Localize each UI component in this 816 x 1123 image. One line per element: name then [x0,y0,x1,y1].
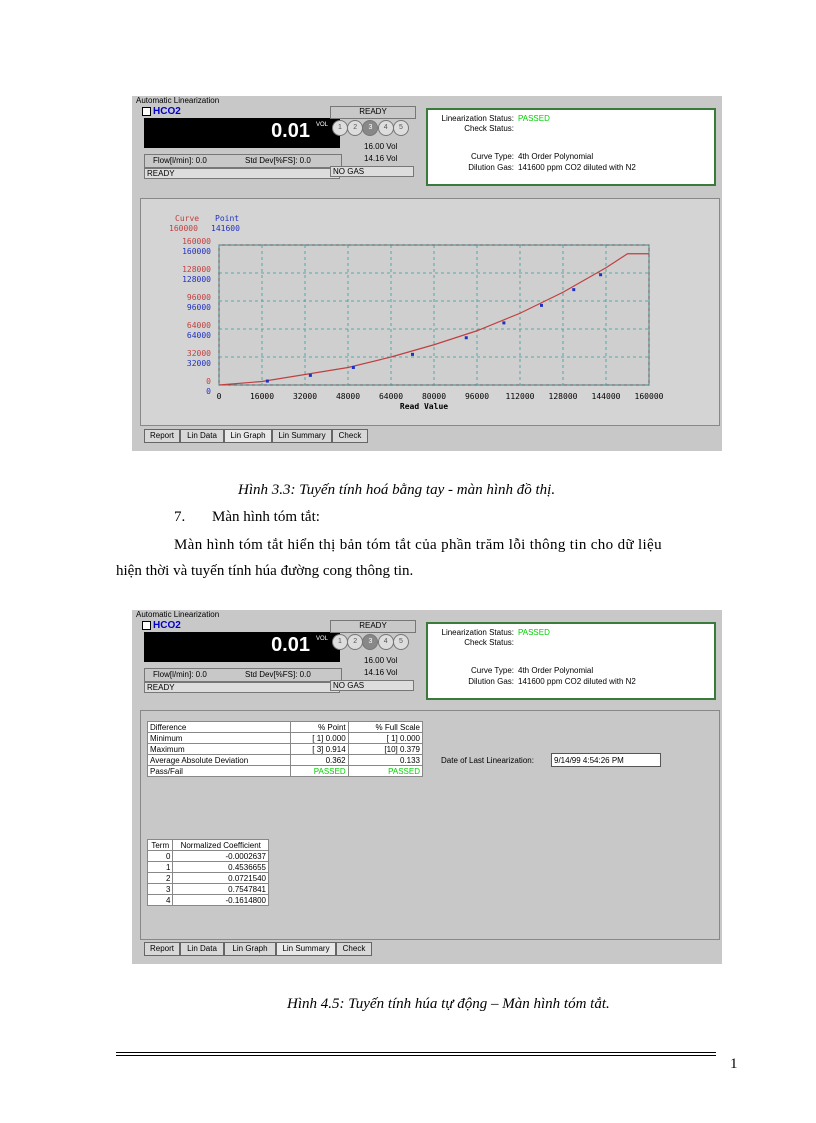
footer-rule-2 [116,1055,716,1056]
y-tick-label-point: 0 [206,387,211,396]
table-cell: [ 1] 0.000 [291,733,349,744]
reading-unit: VOL [315,122,328,128]
table-cell: 4 [148,895,173,906]
table-cell: 0.362 [291,755,349,766]
vol-reading-1: 16.00 Vol [364,142,398,151]
step-circle-1: 1 [332,634,348,650]
list-text-7: Màn hình tóm tắt: [212,509,320,525]
vol-reading-1b: 16.00 Vol [364,656,398,665]
x-tick-label: 112000 [505,392,535,401]
data-point [309,374,312,377]
dilution-label-2: Dilution Gas: [468,677,514,686]
table-cell: 0.133 [348,755,422,766]
step-circle-1: 1 [332,120,348,136]
table-cell: Maximum [148,744,291,755]
checkbox-icon[interactable] [142,107,151,116]
y-tick-label-curve: 0 [206,377,211,386]
tab-report[interactable]: Report [144,429,180,443]
table-cell: 2 [148,873,173,884]
legend-curve-value: 160000 [169,224,198,233]
graph-panel [140,198,720,426]
paragraph-line-2: hiện thời và tuyến tính húa đường cong thông tin. [116,563,414,579]
legend-curve-label: Curve [175,214,200,223]
x-tick-label: 16000 [249,392,275,401]
tab-report[interactable]: Report [144,942,180,956]
tab-lin-summary[interactable]: Lin Summary [276,942,336,956]
coefficient-table [147,839,269,906]
table-row [148,744,423,755]
x-tick-label: 144000 [591,392,621,401]
dilution-value-2: 141600 ppm CO2 diluted with N2 [518,677,636,686]
date-field[interactable]: 9/14/99 4:54:26 PM [551,753,661,767]
table-row [148,766,423,777]
gas-status: NO GAS [330,166,414,177]
ready-status-bar: READY [144,168,340,179]
curve-type-label-2: Curve Type: [471,666,514,675]
checkbox-icon[interactable] [142,621,151,630]
x-tick-label: 48000 [335,392,361,401]
y-tick-label-curve: 96000 [186,293,211,302]
y-tick-label-point: 64000 [186,331,211,340]
table-cell: -0.0002637 [173,851,269,862]
reading-display [142,106,342,178]
x-tick-label: 160000 [634,392,664,401]
flow-label-2: Flow[l/min]: 0.0 [153,670,207,679]
reading-value: 0.01 [271,120,310,142]
step-circles-2 [332,634,406,650]
reading-display-2 [142,620,342,692]
step-circle-2: 2 [347,120,363,136]
data-point [266,380,269,383]
list-number-7: 7. [174,509,186,525]
table-header: % Full Scale [348,722,422,733]
lin-status-label-2: Linearization Status: [441,628,514,637]
lin-status-value-2: PASSED [518,628,550,637]
table-cell: PASSED [291,766,349,777]
table-cell: -0.1614800 [173,895,269,906]
window-title: Automatic Linearization [136,96,220,105]
figure-caption-1: Hình 3.3: Tuyến tính hoá bằng tay - màn hình đồ thị. [238,482,556,498]
hco2-label: HCO2 [153,106,181,117]
value-display [144,118,340,148]
footer-rule [116,1052,716,1053]
tab-check[interactable]: Check [336,942,372,956]
table-cell: [10] 0.379 [348,744,422,755]
calibration-chart [141,199,717,423]
step-circle-5: 5 [393,634,409,650]
y-tick-label-point: 160000 [182,247,211,256]
tab-lin-graph[interactable]: Lin Graph [224,429,272,443]
x-tick-label: 64000 [378,392,404,401]
table-cell: 1 [148,862,173,873]
ready-status-bar-2: READY [144,682,340,693]
x-tick-label: 96000 [464,392,490,401]
table-header: Normalized Coefficient [173,840,269,851]
check-status-label-2: Check Status: [464,638,514,647]
date-label: Date of Last Linearization: [441,756,534,765]
y-tick-label-point: 128000 [182,275,211,284]
status-panel [426,108,716,186]
curve-type-label: Curve Type: [471,152,514,161]
step-circle-4: 4 [378,634,394,650]
tab-lin-data[interactable]: Lin Data [180,429,224,443]
data-point [572,288,575,291]
flow-bar [144,154,342,168]
table-header: Difference [148,722,291,733]
table-row [148,884,269,895]
table-cell: 0.0721540 [173,873,269,884]
hco2-checkbox[interactable] [142,106,181,117]
table-cell: [ 3] 0.914 [291,744,349,755]
table-cell: 0 [148,851,173,862]
table-header: Term [148,840,173,851]
hco2-checkbox-2[interactable] [142,620,181,631]
table-row [148,733,423,744]
step-circle-3: 3 [362,120,378,136]
step-circle-4: 4 [378,120,394,136]
table-cell: 0.4536655 [173,862,269,873]
table-row [148,895,269,906]
tab-check[interactable]: Check [332,429,368,443]
table-row [148,851,269,862]
tab-lin-graph[interactable]: Lin Graph [224,942,276,956]
y-tick-label-curve: 160000 [182,237,211,246]
x-tick-label: 32000 [292,392,318,401]
vol-reading-2b: 14.16 Vol [364,668,398,677]
table-cell: Average Absolute Deviation [148,755,291,766]
summary-panel [140,710,720,940]
table-cell: 3 [148,884,173,895]
check-status-label: Check Status: [464,124,514,133]
y-tick-label-curve: 32000 [186,349,211,358]
stddev-label-2: Std Dev[%FS]: 0.0 [245,670,311,679]
step-circles [332,120,406,136]
legend-point-label: Point [215,214,240,223]
paragraph-line-1: Màn hình tóm tắt hiển thị bản tóm tắt của phần trăm lỗi thông tin cho dữ liệu [174,537,662,553]
x-tick-label: 128000 [548,392,578,401]
gas-status-2: NO GAS [330,680,414,691]
data-point [352,366,355,369]
step-circle-3: 3 [362,634,378,650]
data-point [502,321,505,324]
page-number: 1 [730,1056,738,1072]
y-tick-label-curve: 64000 [186,321,211,330]
data-point [411,353,414,356]
flow-label: Flow[l/min]: 0.0 [153,156,207,165]
dilution-value: 141600 ppm CO2 diluted with N2 [518,163,636,172]
reading-unit-2: VOL [315,636,328,642]
gas-indicator [330,106,416,178]
step-circle-5: 5 [393,120,409,136]
y-tick-label-point: 96000 [186,303,211,312]
table-cell: [ 1] 0.000 [348,733,422,744]
deviation-table [147,721,423,777]
legend-point-value: 141600 [211,224,240,233]
lin-graph-window [132,96,722,451]
stddev-label: Std Dev[%FS]: 0.0 [245,156,311,165]
curve-type-value-2: 4th Order Polynomial [518,666,594,675]
ready-label-2: READY [330,620,416,633]
y-tick-label-curve: 128000 [182,265,211,274]
lin-summary-window [132,610,722,964]
table-cell: Pass/Fail [148,766,291,777]
x-axis-label: Read Value [399,402,449,411]
hco2-label-2: HCO2 [153,620,181,631]
table-cell: 0.7547841 [173,884,269,895]
tab-lin-summary[interactable]: Lin Summary [272,429,332,443]
table-row [148,862,269,873]
dilution-label: Dilution Gas: [468,163,514,172]
value-display-2 [144,632,340,662]
data-point [599,273,602,276]
status-panel-2 [426,622,716,700]
table-header: % Point [291,722,349,733]
window-title-2: Automatic Linearization [136,610,220,619]
table-cell: PASSED [348,766,422,777]
lin-status-value: PASSED [518,114,550,123]
gas-indicator-2 [330,620,416,692]
ready-label: READY [330,106,416,119]
table-row [148,873,269,884]
table-cell: Minimum [148,733,291,744]
x-tick-label: 0 [216,392,222,401]
y-tick-label-point: 32000 [186,359,211,368]
figure-caption-2: Hình 4.5: Tuyến tính húa tự động – Màn hình tóm tắt. [287,996,610,1012]
vol-reading-2: 14.16 Vol [364,154,398,163]
data-point [540,304,543,307]
lin-status-label: Linearization Status: [441,114,514,123]
curve-type-value: 4th Order Polynomial [518,152,594,161]
x-tick-label: 80000 [421,392,447,401]
flow-bar-2 [144,668,342,682]
table-row [148,755,423,766]
step-circle-2: 2 [347,634,363,650]
tab-lin-data[interactable]: Lin Data [180,942,224,956]
reading-value-2: 0.01 [271,634,310,656]
data-point [465,336,468,339]
